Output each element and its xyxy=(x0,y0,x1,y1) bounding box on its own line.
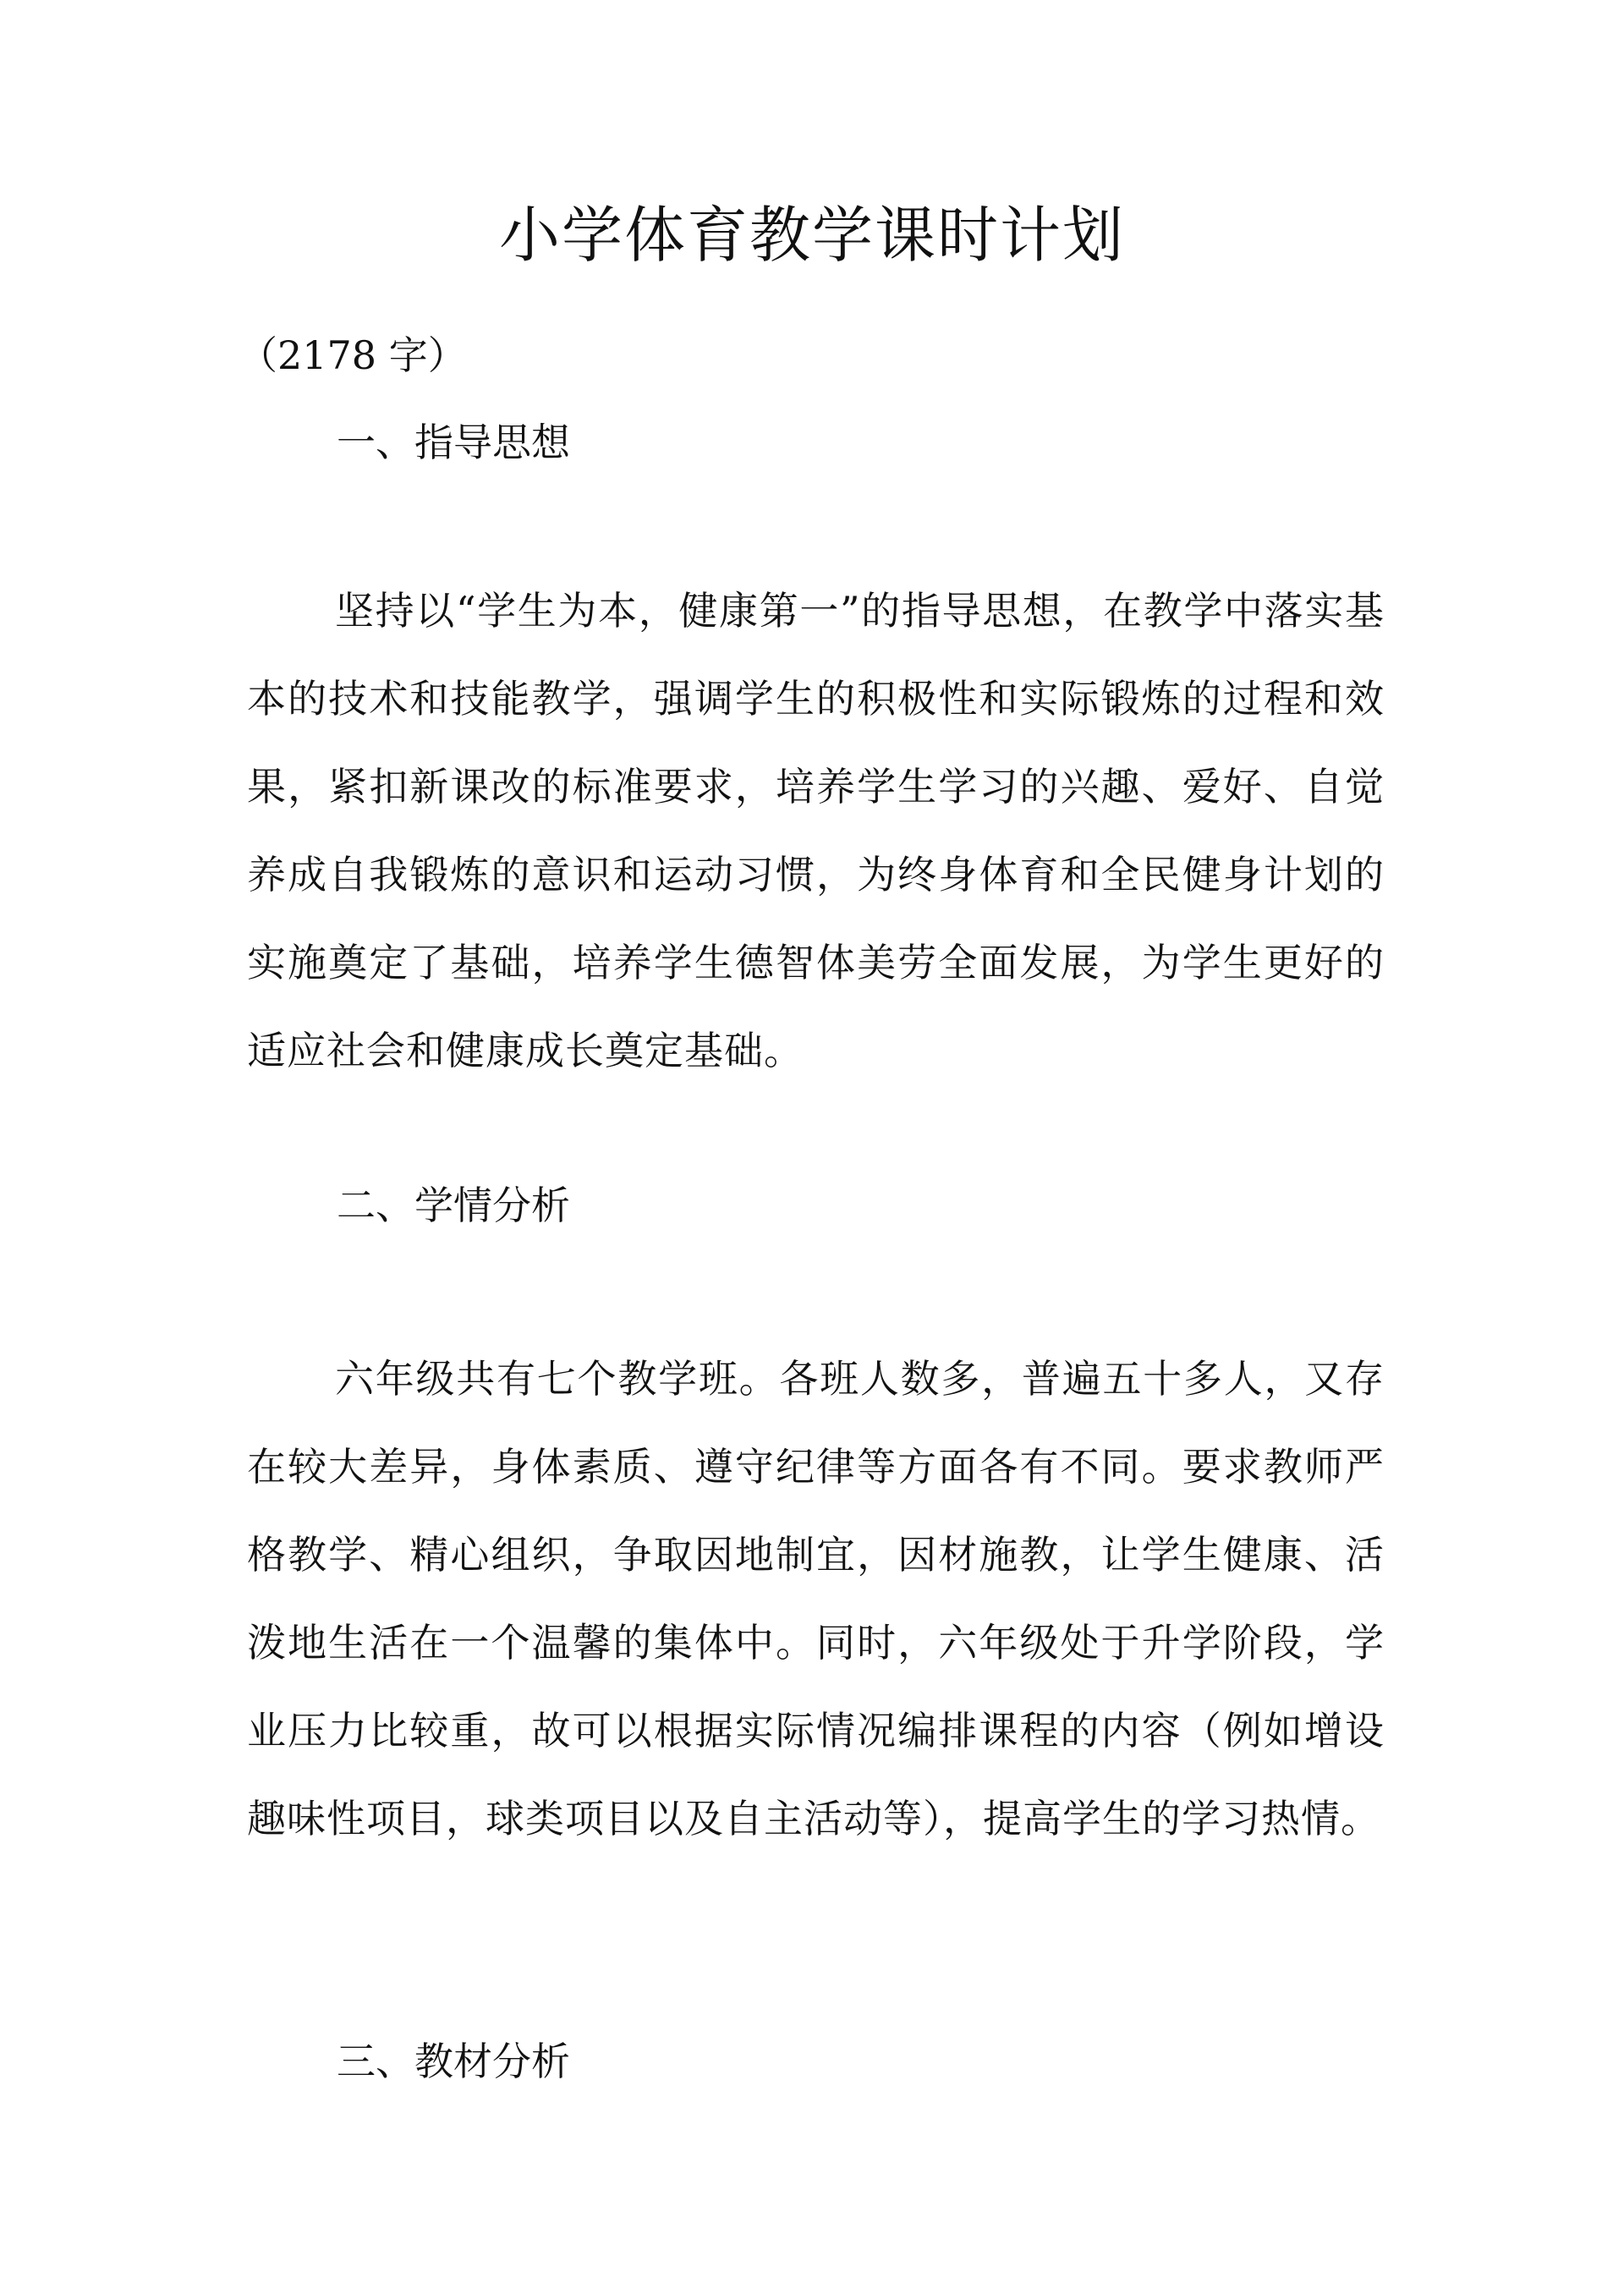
section-paragraph-student-analysis: 六年级共有七个教学班。各班人数多，普遍五十多人，又存在较大差异，身体素质、遵守纪律等方面各有不同。要求教师严格教学、精心组织，争取因地制宜，因材施教，让学生健康、活泼地生活在一个温馨的集体中。同时，六年级处于升学阶段，学业压力比较重，故可以根据实际情况编排课程的内容（例如增设趣味性项目，球类项目以及自主活动等），提高学生的学习热情。 xyxy=(247,1356,1385,1841)
document-title: 小学体育教学课时计划 xyxy=(498,200,1125,271)
section-heading-guiding-ideology: 一、指导思想 xyxy=(337,420,570,465)
section-paragraph-guiding-ideology: 坚持以“学生为本，健康第一”的指导思想，在教学中落实基本的技术和技能教学，强调学生的积极性和实际锻炼的过程和效果，紧扣新课改的标准要求，培养学生学习的兴趣、爱好、自觉养成自我锻炼的意识和运动习惯，为终身体育和全民健身计划的实施奠定了基础，培养学生德智体美劳全面发展，为学生更好的适应社会和健康成长奠定基础。 xyxy=(247,588,1385,1073)
section-heading-textbook-analysis: 三、教材分析 xyxy=(337,2039,570,2084)
section-heading-student-analysis: 二、学情分析 xyxy=(337,1183,570,1228)
word-count: （2178 字） xyxy=(239,332,467,378)
